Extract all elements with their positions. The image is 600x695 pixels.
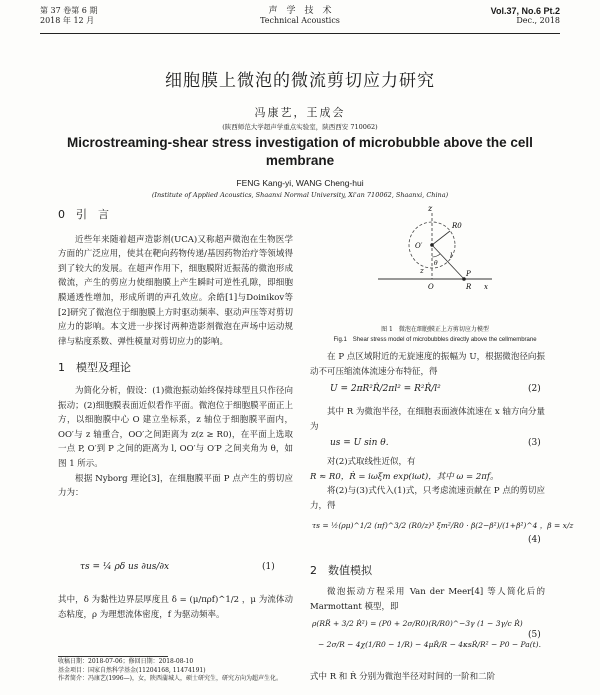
- journal-name-cn: 声 学 技 术: [268, 6, 332, 16]
- section-heading-numeric: 2 数值模拟: [310, 564, 372, 577]
- z-axis-label: z: [428, 204, 433, 213]
- authors-cn: 冯康艺，王成会: [254, 106, 346, 119]
- figure-1-caption-en: Fig.1 Shear stress model of microbubbles directly above the cellmembrane: [333, 337, 537, 343]
- footnote: [58, 658, 308, 684]
- figure-1-diagram: [370, 203, 495, 323]
- nyborg-paragraph: 根据 Nyborg 理论[3]，在细胞膜平面 P 点产生的剪切应力为：: [58, 473, 293, 499]
- paper-title-cn: 细胞膜上微泡的微流剪切应力研究: [165, 71, 435, 91]
- model-paragraph: 为简化分析，假设：(1)微泡振动始终保持球型且只作径向振动；(2)细胞膜表面近似看作平面。微泡位于细胞膜平面正上方，以细胞膜中心 O 建立坐标系，z 轴位于细胞膜平面内，OO′与 z 轴重合，OO′之间距离为 z(z ≥ R0)，在平面上选取一点 P, O′到 P 之间的距离为 l, OO′与 O′P 之间夹角为 θ，如图 1 所示。: [58, 385, 293, 469]
- equation-2-number: (2): [528, 384, 541, 394]
- linear-approx-paragraph: 对(2)式取线性近似，有: [327, 457, 416, 467]
- right-column-p2: [310, 405, 545, 434]
- right-column-p5: [310, 585, 545, 614]
- journal-name: [40, 6, 560, 26]
- paper-title-en: Microstreaming-shear stress investigation of microbubble above the cell membrane: [67, 135, 533, 168]
- footnote-rule: [58, 656, 168, 657]
- radius-paragraph: 其中 R 为微泡半径，在细胞表面液体流速在 x 轴方向分量为: [310, 407, 545, 432]
- equation-5-number: (5): [528, 630, 541, 640]
- linear-approx-equation: R ≈ R0，Ṙ = iωξm exp(iωt)，其中 ω = 2πf。: [310, 471, 499, 482]
- equation-5a: ρ(RR̈ + 3/2 Ṙ²) = (P0 + 2σ/R0)(R/R0)^−3γ (1 − 3γ/c Ṙ): [312, 619, 523, 628]
- date-en: Dec., 2018: [516, 16, 560, 25]
- after-eq1-paragraph: 其中，δ 为黏性边界层厚度且 δ = (μ/πρf)^1/2 ，μ 为流体动态粘度，ρ 为理想流体密度，f 为驱动频率。: [58, 595, 293, 620]
- equation-5b: − 2σ/R − 4χ(1/R0 − 1/R) − 4μṘ/R − 4κsṘ/R² − P0 − Pa(t).: [318, 640, 541, 649]
- affiliation-en: (Institute of Applied Acoustics, Shaanxi Normal University, Xi'an 710062, Shaanxi, China): [151, 191, 449, 199]
- funding: 基金项目：国家自然科学基金(11204168, 11474191): [58, 666, 206, 674]
- issue-date: 2018 年 12 月: [40, 16, 95, 25]
- right-column-p3: [310, 455, 545, 513]
- theta-arc: [432, 254, 440, 257]
- radius-line: [432, 231, 450, 245]
- right-column-tail: 式中 R 和 Ṙ 分别为微泡半径对时间的一阶和二阶: [310, 672, 496, 682]
- affiliation-cn: (陕西师范大学超声学重点实验室，陕西西安 710062): [222, 123, 378, 131]
- running-header: [40, 6, 560, 32]
- equation-4: τs = ½(ρμ)^1/2 (πf)^3/2 (R0/z)³ ξm²/R0 · β(2−β²)/(1+β²)^4 ，β = x/z: [312, 521, 574, 530]
- l-label: l: [450, 252, 453, 260]
- marmottant-paragraph: 微泡振动方程采用 Van der Meer[4] 等人简化后的 Marmottant 模型，即: [310, 587, 545, 612]
- figure-1-caption-cn: 图 1 微泡在细胞膜正上方剪切应力模型: [381, 326, 489, 333]
- z-distance-label: z: [420, 267, 424, 275]
- section-heading-intro: 0 引 言: [58, 208, 109, 221]
- theta-label: θ: [434, 260, 438, 267]
- volume-en: Vol.37, No.6 Pt.2: [490, 6, 560, 16]
- r-label: R: [466, 283, 472, 291]
- p-label: P: [466, 270, 471, 278]
- equation-1: τs = ¼ ρδ us ∂us/∂x: [80, 562, 170, 572]
- journal-name-en: Technical Acoustics: [260, 16, 340, 25]
- header-rule: [40, 33, 560, 34]
- substitution-paragraph: 将(2)与(3)式代入(1)式，只考虑流速贡献在 P 点的剪切应力，得: [310, 486, 545, 511]
- x-axis-label: x: [484, 283, 488, 291]
- bubble-center-point: [430, 243, 434, 247]
- authors-en: FENG Kang-yi, WANG Cheng-hui: [236, 178, 364, 188]
- left-column: [58, 208, 293, 501]
- received-date: 收稿日期：2018-07-06；修回日期：2018-08-10: [58, 658, 194, 665]
- r0-label: R0: [452, 222, 462, 230]
- o-prime-label: O′: [415, 242, 423, 250]
- intro-paragraph: 近些年来随着超声造影剂(UCA)又称超声微泡在生物医学方面的广泛应用，使其在靶向药物传递/基因药物治疗等领域得到了较大的发展。在超声作用下，细胞膜附近振荡的微泡形成微流，产生的剪应力使细胞膜上产生瞬时可逆性孔隙，即细胞膜通透性增加，形成所谓的声孔效应。余皓[1]与Doinikov等[2]研究了微泡位于细胞膜上方时驱动频率、驱动声压等对剪切应力的影响。本文进一步探讨两种造影剂微泡在声场中运动规律与粘度系数、弹性模量对剪切应力的影响。: [58, 234, 293, 347]
- velocity-paragraph: 在 P 点区域附近的无旋速度的振幅为 U，根据微泡径向振动不可压缩流体流速分布特征，得: [310, 352, 545, 377]
- section-heading-model: 1 模型及理论: [58, 361, 131, 375]
- o-label: O: [428, 283, 434, 291]
- volume-issue: 第 37 卷第 6 期: [40, 6, 98, 15]
- equation-1-number: (1): [262, 562, 275, 572]
- equation-2: U = 2πR²Ṙ/2πl² = R²Ṙ/l²: [330, 384, 441, 394]
- equation-3: us = U sin θ.: [330, 438, 389, 448]
- right-column-p1: [310, 350, 545, 379]
- journal-volume-en: [491, 6, 560, 26]
- equation-4-number: (4): [528, 535, 541, 545]
- equation-3-number: (3): [528, 438, 541, 448]
- author-bio: 作者简介：冯康艺(1996—)，女，陕西蒲城人，硕士研究生，研究方向为超声生化。: [58, 675, 282, 682]
